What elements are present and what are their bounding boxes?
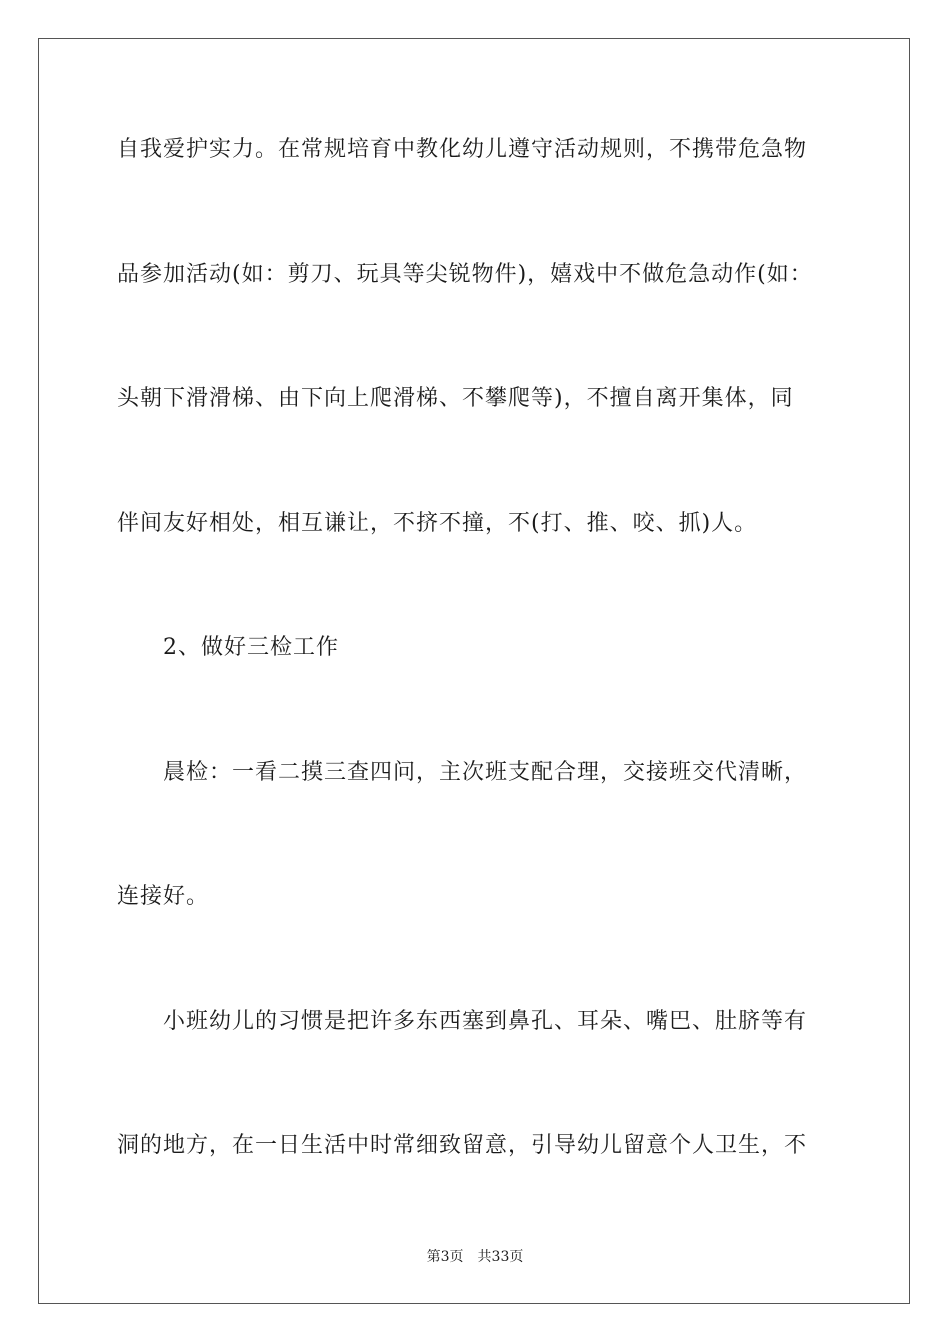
paragraph-line-6: 晨检：一看二摸三查四问，主次班支配合理，交接班交代清晰， — [163, 760, 808, 785]
paragraph-line-9: 洞的地方，在一日生活中时常细致留意，引导幼儿留意个人卫生，不 — [117, 1133, 808, 1158]
page-total: 共33页 — [477, 1249, 524, 1265]
paragraph-line-7: 连接好。 — [117, 884, 210, 909]
paragraph-line-1: 自我爱护实力。在常规培育中教化幼儿遵守活动规则，不携带危急物 — [117, 137, 808, 162]
paragraph-line-3: 头朝下滑滑梯、由下向上爬滑梯、不攀爬等)，不擅自离开集体，同 — [117, 386, 794, 411]
page-footer — [0, 1248, 950, 1266]
page-border — [38, 38, 910, 1304]
paragraph-line-4: 伴间友好相处，相互谦让，不挤不撞，不(打、推、咬、抓)人。 — [117, 511, 758, 536]
page-number: 第3页 — [426, 1249, 464, 1265]
paragraph-line-2: 品参加活动(如：剪刀、玩具等尖锐物件)，嬉戏中不做危急动作(如： — [117, 262, 813, 287]
paragraph-line-8: 小班幼儿的习惯是把许多东西塞到鼻孔、耳朵、嘴巴、肚脐等有 — [163, 1009, 808, 1034]
section-heading: 2、做好三检工作 — [163, 635, 339, 660]
